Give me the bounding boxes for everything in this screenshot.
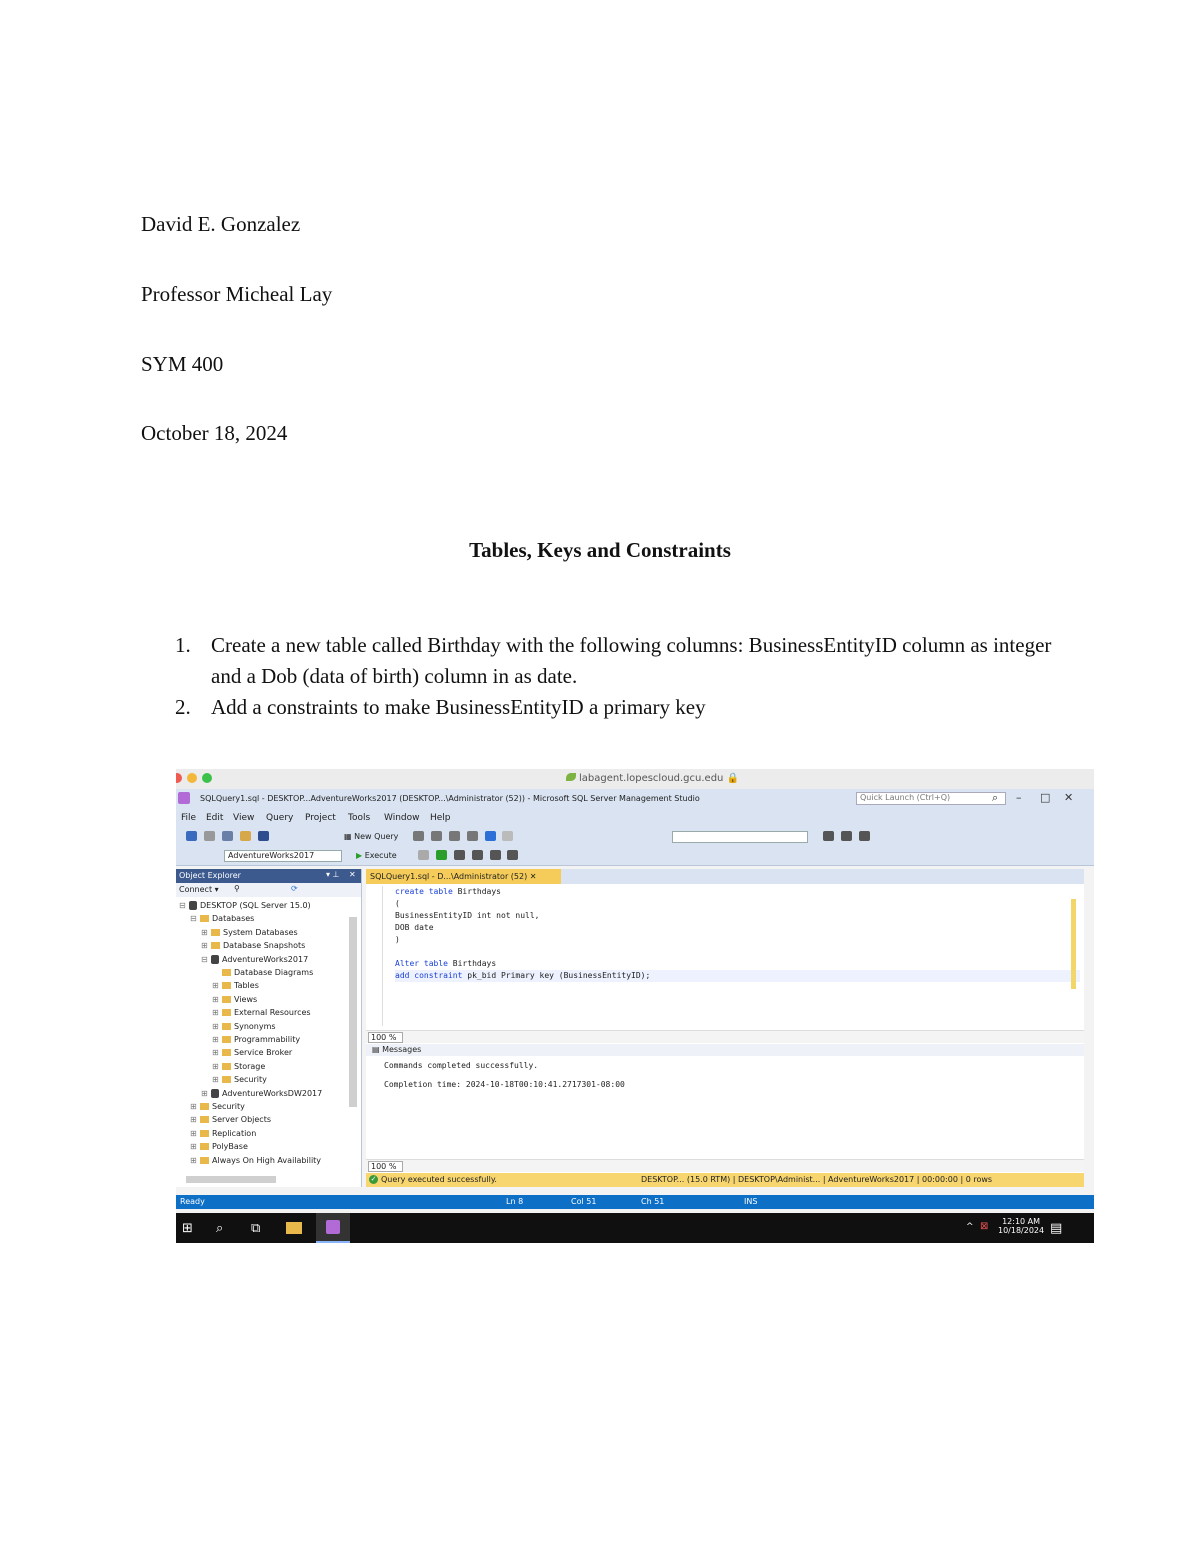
code-line <box>395 910 1080 922</box>
sql-keyword: add constraint <box>395 971 463 980</box>
new-query-button[interactable]: ▦ New Query <box>344 832 399 841</box>
ssms-logo-icon <box>178 792 190 804</box>
open-file-icon[interactable] <box>240 831 251 841</box>
editor-tab[interactable]: SQLQuery1.sql - D...\Administrator (52) ✕ <box>366 869 561 884</box>
tree-item[interactable] <box>201 1089 322 1101</box>
tree-item-label: Synonyms <box>234 1021 276 1031</box>
tree-item[interactable] <box>190 1156 321 1168</box>
tab-close-icon[interactable]: ✕ <box>529 872 537 881</box>
indent-icon[interactable] <box>507 850 518 860</box>
forward-icon[interactable] <box>204 831 215 841</box>
editor-zoom-bar <box>366 1030 1084 1043</box>
close-panel-icon[interactable]: ✕ <box>349 870 356 879</box>
search-icon[interactable]: ⌕ <box>216 1221 224 1236</box>
database-icon <box>211 1089 219 1098</box>
insert-mode: INS <box>744 1197 758 1206</box>
tree-item[interactable] <box>212 1075 267 1087</box>
messages-tab[interactable]: ▤ Messages <box>372 1045 422 1054</box>
toolbar-icons <box>184 831 271 842</box>
column-number: Col 51 <box>571 1197 597 1206</box>
professor-name: Professor Micheal Lay <box>141 282 333 306</box>
query-status: Query executed successfully. <box>381 1175 497 1184</box>
redo-icon[interactable] <box>502 831 513 841</box>
execute-button[interactable]: ▶ Execute <box>356 851 397 860</box>
instruction-text: Add a constraints to make BusinessEntityID a primary key <box>211 695 706 719</box>
messages-pane <box>384 1059 1064 1091</box>
menu-project[interactable]: Project <box>305 813 336 823</box>
maximize-button[interactable]: □ <box>1040 791 1051 804</box>
menu-help[interactable]: Help <box>430 813 451 823</box>
tree-item[interactable] <box>201 928 298 940</box>
minimize-dot-icon[interactable] <box>187 773 197 783</box>
object-explorer-header <box>176 869 361 883</box>
search-icon[interactable]: ⌕ <box>992 791 999 804</box>
menu-view[interactable]: View <box>233 813 255 823</box>
standard-toolbar <box>176 827 1094 847</box>
expand-toggle-icon[interactable]: ⊞ <box>201 927 208 937</box>
success-check-icon: ✓ <box>370 1175 377 1183</box>
tree-item-label: Tables <box>234 981 259 991</box>
leaf-icon <box>566 773 576 781</box>
tree-item[interactable] <box>201 941 305 953</box>
sql-text: pk_bid Primary key (BusinessEntityID); <box>462 971 651 980</box>
line-number: Ln 8 <box>506 1197 524 1206</box>
expand-toggle-icon[interactable]: ⊞ <box>212 1061 219 1071</box>
properties-icon[interactable] <box>823 831 834 841</box>
expand-toggle-icon[interactable]: ⊟ <box>201 954 208 964</box>
tree-item[interactable] <box>212 1035 300 1047</box>
expand-toggle-icon[interactable]: ⊞ <box>201 941 208 951</box>
completion-time: Completion time: 2024-10-18T00:10:41.2717301-08:00 <box>384 1080 625 1089</box>
menu-file[interactable]: File <box>181 813 197 823</box>
tree-item-label: Service Broker <box>234 1048 293 1058</box>
network-icon[interactable]: ⊠ <box>980 1221 989 1232</box>
object-explorer-toolbar <box>176 883 361 897</box>
code-line <box>395 898 1080 910</box>
code-line <box>395 946 1080 958</box>
expand-toggle-icon[interactable]: ⊞ <box>190 1142 197 1152</box>
folder-icon <box>222 1049 231 1056</box>
play-icon: ▶ <box>356 851 363 860</box>
folder-icon <box>222 969 231 976</box>
folder-icon <box>200 1130 209 1137</box>
tree-item-label: DESKTOP (SQL Server 15.0) <box>200 901 311 910</box>
folder-icon <box>222 1036 231 1043</box>
course-code: SYM 400 <box>141 352 224 376</box>
tree-item-label: Always On High Availability <box>212 1155 322 1165</box>
folder-icon <box>222 996 231 1003</box>
code-line <box>395 958 1080 970</box>
tree-item[interactable] <box>190 1102 245 1114</box>
tree-item-label: External Resources <box>234 1008 311 1018</box>
instruction-item <box>175 692 1075 723</box>
char-number: Ch 51 <box>641 1197 665 1206</box>
results-to-text-icon[interactable] <box>472 850 483 860</box>
tree-item-label: Databases <box>212 914 255 924</box>
expand-toggle-icon[interactable]: ⊞ <box>190 1128 197 1138</box>
code-line <box>395 970 1080 982</box>
tree-item-label: Server Objects <box>212 1115 271 1125</box>
expand-toggle-icon[interactable]: ⊞ <box>212 1021 219 1031</box>
instruction-number: 2. <box>175 695 191 719</box>
sql-text: ( <box>395 899 400 908</box>
object-explorer-title: Object Explorer <box>179 871 241 880</box>
ssms-taskbar-button[interactable] <box>316 1213 350 1243</box>
editor-toolbar-icons <box>416 850 520 861</box>
window-title: SQLQuery1.sql - DESKTOP...AdventureWorks2017 (DESKTOP...\Administrator (52)) - Microsoft SQL Server Management Studio <box>200 794 700 803</box>
connect-button[interactable]: Connect ▾ <box>179 885 219 894</box>
expand-toggle-icon[interactable]: ⊟ <box>190 914 197 924</box>
comment-icon[interactable] <box>490 850 501 860</box>
instruction-text: Create a new table called Birthday with the following columns: BusinessEntityID column as integer and a Dob (data of birth) column in as date. <box>211 633 1052 688</box>
folder-icon <box>211 942 220 949</box>
folder-icon <box>222 1023 231 1030</box>
file-explorer-icon[interactable] <box>286 1222 302 1234</box>
results-zoom-select[interactable]: 100 % <box>368 1161 403 1172</box>
expand-toggle-icon[interactable]: ⊞ <box>201 1088 208 1098</box>
solution-config-dropdown[interactable] <box>672 831 808 843</box>
expand-toggle-icon[interactable]: ⊞ <box>212 994 219 1004</box>
results-tab-strip <box>366 1044 1084 1056</box>
expand-toggle-icon[interactable]: ⊞ <box>212 1008 219 1018</box>
folder-icon <box>200 1116 209 1123</box>
sql-text: DOB date <box>395 923 434 932</box>
notifications-icon[interactable]: ▤ <box>1050 1221 1063 1236</box>
tree-item[interactable] <box>212 1022 276 1034</box>
filter-icon[interactable]: ⚲ <box>234 884 240 893</box>
folder-icon <box>222 982 231 989</box>
minimize-button[interactable]: – <box>1016 791 1022 804</box>
expand-toggle-icon[interactable]: ⊞ <box>212 981 219 991</box>
menu-edit[interactable]: Edit <box>206 813 224 823</box>
instruction-number: 1. <box>175 633 191 657</box>
tree-item[interactable] <box>212 981 259 993</box>
ready-status: Ready <box>180 1197 205 1206</box>
sql-code[interactable] <box>382 886 1080 1026</box>
instruction-list <box>175 630 1075 723</box>
query-toolbar-icons <box>411 831 515 842</box>
analysis-query-icon[interactable] <box>431 831 442 841</box>
remote-url: labagent.lopescloud.gcu.edu 🔒 <box>566 773 739 784</box>
editor-tab-strip <box>366 869 1084 884</box>
tree-item-label: Programmability <box>234 1035 301 1044</box>
sql-text: ) <box>395 935 400 944</box>
ssms-screenshot <box>176 769 1094 1243</box>
folder-icon <box>200 1143 209 1150</box>
menu-window[interactable]: Window <box>384 813 420 823</box>
code-line <box>395 886 1080 898</box>
tree-item-label: Views <box>234 994 258 1004</box>
tree-item[interactable] <box>212 1048 292 1060</box>
expand-toggle-icon[interactable]: ⊞ <box>212 1075 219 1085</box>
sql-text: Birthdays <box>447 959 497 968</box>
database-select[interactable]: AdventureWorks2017 <box>224 850 342 862</box>
tree-item-label: Database Diagrams <box>234 968 314 977</box>
code-line <box>395 922 1080 934</box>
results-to-grid-icon[interactable] <box>454 850 465 860</box>
document-date: October 18, 2024 <box>141 421 288 445</box>
tree-item[interactable] <box>190 1115 271 1127</box>
back-icon[interactable] <box>186 831 197 841</box>
sql-keyword: create table <box>395 887 453 896</box>
expand-toggle-icon[interactable]: ⊞ <box>212 1035 219 1044</box>
close-button[interactable]: ✕ <box>1064 791 1074 804</box>
ssms-status-bar <box>176 1195 1094 1209</box>
folder-icon <box>222 1009 231 1016</box>
connection-info: DESKTOP... (15.0 RTM) | DESKTOP\Administ... | AdventureWorks2017 | 00:00:00 | 0 rows <box>641 1175 993 1184</box>
tree-item[interactable] <box>212 1062 265 1074</box>
tree-item-label: System Databases <box>223 927 298 937</box>
sql-text: Birthdays <box>452 887 501 896</box>
database-icon <box>211 955 219 964</box>
menu-bar <box>176 809 1094 827</box>
cut-icon[interactable] <box>449 831 460 841</box>
mac-window-bar <box>176 769 1094 790</box>
sql-editor-toolbar <box>176 847 1094 866</box>
tray-arrow-icon[interactable]: ^ <box>966 1222 974 1232</box>
windows-taskbar <box>176 1213 1094 1243</box>
folder-icon <box>222 1076 231 1083</box>
tree-item-label: AdventureWorks2017 <box>222 954 309 964</box>
expand-toggle-icon[interactable]: ⊞ <box>190 1155 197 1165</box>
zoom-dot-icon[interactable] <box>202 773 212 783</box>
parse-icon[interactable] <box>436 850 447 860</box>
tree-item[interactable] <box>190 914 254 926</box>
stop-icon[interactable] <box>418 850 429 860</box>
ssms-title-bar <box>176 789 1094 809</box>
db-engine-query-icon[interactable] <box>413 831 424 841</box>
database-icon <box>189 901 197 910</box>
tree-item-label: Replication <box>212 1128 257 1138</box>
tree-item-label: Storage <box>234 1061 266 1071</box>
menu-query[interactable]: Query <box>266 813 294 823</box>
query-status-bar <box>366 1173 1084 1187</box>
tree-item[interactable] <box>201 955 308 967</box>
tree-item[interactable] <box>212 1008 311 1020</box>
close-dot-icon[interactable] <box>176 773 182 783</box>
tree-item[interactable] <box>212 968 313 980</box>
undo-icon[interactable] <box>485 831 496 841</box>
tree-item[interactable] <box>179 901 311 913</box>
tool-icons <box>821 831 872 842</box>
wrench-icon[interactable] <box>841 831 852 841</box>
tree-item-label: AdventureWorksDW2017 <box>222 1088 323 1098</box>
task-view-icon[interactable]: ⧉ <box>251 1221 261 1236</box>
object-explorer-panel <box>176 869 362 1187</box>
ssms-app-icon <box>326 1220 340 1234</box>
result-message: Commands completed successfully. <box>384 1061 539 1070</box>
save-icon[interactable] <box>258 831 269 841</box>
code-line <box>395 934 1080 946</box>
lock-icon: 🔒 <box>726 773 740 784</box>
folder-icon <box>211 929 220 936</box>
quick-launch-input[interactable]: Quick Launch (Ctrl+Q) <box>856 792 1006 805</box>
instruction-item <box>175 630 1075 692</box>
tree-item-label: Security <box>234 1075 267 1085</box>
folder-icon <box>200 1103 209 1110</box>
folder-icon <box>200 1157 209 1164</box>
sql-keyword: Alter table <box>395 959 448 968</box>
editor-scrollbar[interactable] <box>1071 899 1076 989</box>
zoom-select[interactable]: 100 % <box>368 1032 403 1043</box>
tree-item-label: Security <box>212 1102 245 1111</box>
expand-toggle-icon[interactable]: ⊞ <box>190 1115 197 1125</box>
expand-toggle-icon[interactable]: ⊟ <box>179 901 186 910</box>
expand-toggle-icon[interactable]: ⊞ <box>212 1048 219 1058</box>
tree-item[interactable] <box>212 995 257 1007</box>
tree-horizontal-scrollbar[interactable] <box>186 1176 276 1183</box>
tree-item-label: PolyBase <box>212 1142 248 1152</box>
new-project-icon[interactable] <box>222 831 233 841</box>
sql-text: BusinessEntityID int not null, <box>395 911 540 920</box>
clock[interactable]: 12:10 AM 10/18/2024 <box>998 1217 1045 1235</box>
document-title: Tables, Keys and Constraints <box>469 538 731 562</box>
results-zoom-bar <box>366 1159 1084 1172</box>
copy-icon[interactable] <box>467 831 478 841</box>
folder-icon <box>222 1063 231 1070</box>
tree-item[interactable] <box>190 1129 256 1141</box>
folder-icon <box>200 915 209 922</box>
tree-item[interactable] <box>190 1142 248 1154</box>
refresh-icon[interactable]: ⟳ <box>291 884 298 893</box>
author-name: David E. Gonzalez <box>141 212 301 236</box>
tree-item-label: Database Snapshots <box>223 941 306 951</box>
toolbox-icon[interactable] <box>859 831 870 841</box>
tree-vertical-scrollbar[interactable] <box>349 917 357 1107</box>
menu-tools[interactable]: Tools <box>348 813 371 823</box>
start-icon[interactable]: ⊞ <box>182 1221 193 1236</box>
expand-toggle-icon[interactable]: ⊞ <box>190 1102 197 1111</box>
query-editor <box>366 869 1084 1187</box>
pin-icon[interactable]: ▾ ⊥ <box>326 870 340 879</box>
